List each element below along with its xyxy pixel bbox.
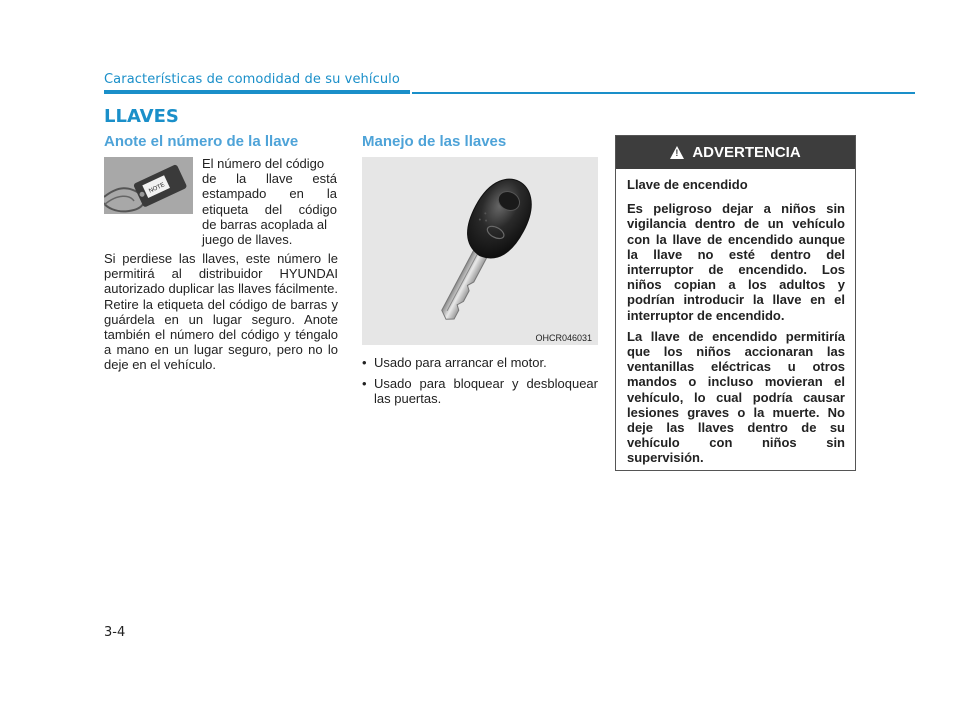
warning-heading: ADVERTENCIA — [692, 144, 801, 161]
list-item: • Usado para arrancar el motor. — [362, 355, 598, 370]
intro-line: juego de llaves. — [202, 232, 293, 248]
tag-label: NOTE — [148, 182, 166, 195]
intro-line: de barras acoplada al — [202, 216, 328, 232]
warning-paragraph: Llave de encendido — [627, 177, 748, 192]
record-key-intro — [202, 156, 337, 247]
list-item: • Usado para bloquear y desbloquear las puertas. — [362, 376, 598, 406]
intro-line: estampado en la — [202, 186, 337, 202]
image-code: OHCR046031 — [535, 333, 592, 343]
ignition-key-image — [362, 157, 598, 345]
page-number: 3-4 — [104, 625, 126, 640]
header-accent-bar — [104, 90, 410, 94]
header-rule — [412, 92, 915, 94]
intro-line: de la llave está — [202, 171, 337, 187]
warning-body — [616, 169, 855, 466]
warning-triangle-icon: ! — [670, 146, 684, 159]
record-key-title: Anote el número de la llave — [104, 133, 299, 150]
intro-line: El número del código — [202, 156, 325, 171]
warning-paragraph: La llave de encendido permitiría que los niños accionaran las ventanillas eléctricas u otros mandos o incluso movieran el vehículo, lo cual podría causar lesiones graves o la muerte. No deje las llaves dentro de su vehículo con niños sin supervisión. — [627, 328, 845, 466]
running-header: Características de comodidad de su vehículo — [104, 72, 400, 87]
key-use-list — [362, 355, 598, 413]
warning-header — [616, 136, 855, 169]
warning-paragraph: Es peligroso dejar a niños sin vigilancia dentro de un vehículo con la llave de encendido aunque la llave no esté dentro del interruptor de encendido. Los niños copian a los adultos y podrían introducir la llave en el interruptor de encendido. — [627, 201, 845, 323]
record-key-body: Si perdiese las llaves, este número le permitirá al distribuidor HYUNDAI autorizado duplicar las llaves fácilmente. Retire la etiqueta del código de barras y guárdela en un lugar seguro. Anote también el número del código y téngalo a mano en un lugar seguro, pero no lo deje en el vehículo. — [104, 251, 338, 373]
section-title: LLAVES — [104, 106, 179, 127]
warning-box — [615, 135, 856, 471]
intro-line: etiqueta del código — [202, 201, 337, 217]
key-tag-image — [104, 157, 193, 214]
key-operation-title: Manejo de las llaves — [362, 133, 507, 150]
